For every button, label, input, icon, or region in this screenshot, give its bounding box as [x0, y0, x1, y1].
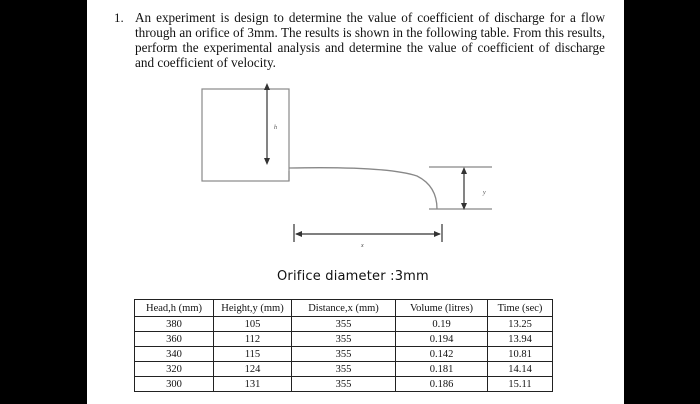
cell-time: 15.11	[488, 377, 553, 392]
cell-distance: 355	[292, 377, 396, 392]
cell-height: 124	[214, 362, 292, 377]
header-distance: Distance,x (mm)	[292, 300, 396, 317]
y-arrow-top	[461, 167, 467, 174]
question-number: 1.	[114, 10, 124, 25]
cell-time: 10.81	[488, 347, 553, 362]
table-header-row	[135, 300, 553, 317]
tank-outline	[202, 89, 289, 181]
cell-volume: 0.194	[396, 332, 488, 347]
table-row	[135, 362, 553, 377]
cell-distance: 355	[292, 317, 396, 332]
table-row	[135, 317, 553, 332]
head-arrow-bottom	[264, 158, 270, 165]
head-label: h	[274, 125, 277, 131]
header-volume: Volume (litres)	[396, 300, 488, 317]
header-height: Height,y (mm)	[214, 300, 292, 317]
cell-distance: 355	[292, 362, 396, 377]
y-label: y	[483, 190, 486, 196]
cell-head: 300	[135, 377, 214, 392]
results-table	[134, 299, 553, 392]
question-text: An experiment is design to determine the value of coefficient of discharge for a flow through an orifice of 3mm. The results is shown in the following table. From this results, perform the experimental analysis and determine the value of coefficient of discharge and coefficient of velocity.	[135, 10, 605, 70]
cell-height: 131	[214, 377, 292, 392]
table-row	[135, 332, 553, 347]
cell-time: 13.25	[488, 317, 553, 332]
x-label: x	[361, 243, 364, 249]
cell-volume: 0.181	[396, 362, 488, 377]
header-head: Head,h (mm)	[135, 300, 214, 317]
table-row	[135, 347, 553, 362]
x-arrow-right	[434, 231, 441, 237]
cell-height: 105	[214, 317, 292, 332]
cell-height: 115	[214, 347, 292, 362]
jet-trajectory	[289, 168, 437, 209]
cell-head: 340	[135, 347, 214, 362]
orifice-diagram	[87, 78, 624, 256]
x-arrow-left	[295, 231, 302, 237]
cell-head: 360	[135, 332, 214, 347]
table-row	[135, 377, 553, 392]
head-arrow-top	[264, 83, 270, 90]
cell-head: 320	[135, 362, 214, 377]
cell-height: 112	[214, 332, 292, 347]
figure-caption: Orifice diameter :3mm	[277, 269, 429, 284]
cell-distance: 355	[292, 332, 396, 347]
cell-volume: 0.19	[396, 317, 488, 332]
cell-volume: 0.186	[396, 377, 488, 392]
cell-time: 14.14	[488, 362, 553, 377]
header-time: Time (sec)	[488, 300, 553, 317]
document-page	[87, 0, 624, 404]
cell-volume: 0.142	[396, 347, 488, 362]
cell-distance: 355	[292, 347, 396, 362]
cell-time: 13.94	[488, 332, 553, 347]
cell-head: 380	[135, 317, 214, 332]
